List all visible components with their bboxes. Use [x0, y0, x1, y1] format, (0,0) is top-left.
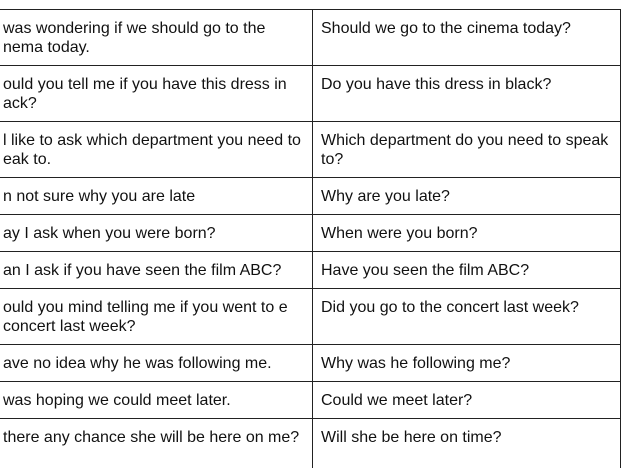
- indirect-question-cell: n not sure why you are late: [0, 178, 313, 215]
- questions-table: [0, 9, 621, 468]
- table-row: [0, 419, 621, 468]
- direct-question-cell: Should we go to the cinema today?: [313, 10, 621, 66]
- indirect-question-cell: was wondering if we should go to the nema today.: [0, 10, 313, 66]
- direct-question-cell: Could we meet later?: [313, 382, 621, 419]
- indirect-question-cell: l like to ask which department you need to eak to.: [0, 122, 313, 178]
- indirect-question-cell: ould you mind telling me if you went to e concert last week?: [0, 289, 313, 345]
- table-row: [0, 289, 621, 345]
- direct-question-cell: Why was he following me?: [313, 345, 621, 382]
- indirect-question-cell: ave no idea why he was following me.: [0, 345, 313, 382]
- table-row: [0, 66, 621, 122]
- table-row: [0, 382, 621, 419]
- table-row: [0, 215, 621, 252]
- indirect-question-cell: ould you tell me if you have this dress in ack?: [0, 66, 313, 122]
- table-row: [0, 345, 621, 382]
- table-row: [0, 178, 621, 215]
- table-row: [0, 122, 621, 178]
- indirect-question-cell: there any chance she will be here on me?: [0, 419, 313, 468]
- direct-question-cell: Will she be here on time?: [313, 419, 621, 468]
- table-row: [0, 10, 621, 66]
- indirect-question-cell: an I ask if you have seen the film ABC?: [0, 252, 313, 289]
- table-row: [0, 252, 621, 289]
- indirect-question-cell: was hoping we could meet later.: [0, 382, 313, 419]
- indirect-question-cell: ay I ask when you were born?: [0, 215, 313, 252]
- direct-question-cell: When were you born?: [313, 215, 621, 252]
- direct-question-cell: Why are you late?: [313, 178, 621, 215]
- direct-question-cell: Have you seen the film ABC?: [313, 252, 621, 289]
- direct-question-cell: Did you go to the concert last week?: [313, 289, 621, 345]
- direct-question-cell: Which department do you need to speak to?: [313, 122, 621, 178]
- direct-question-cell: Do you have this dress in black?: [313, 66, 621, 122]
